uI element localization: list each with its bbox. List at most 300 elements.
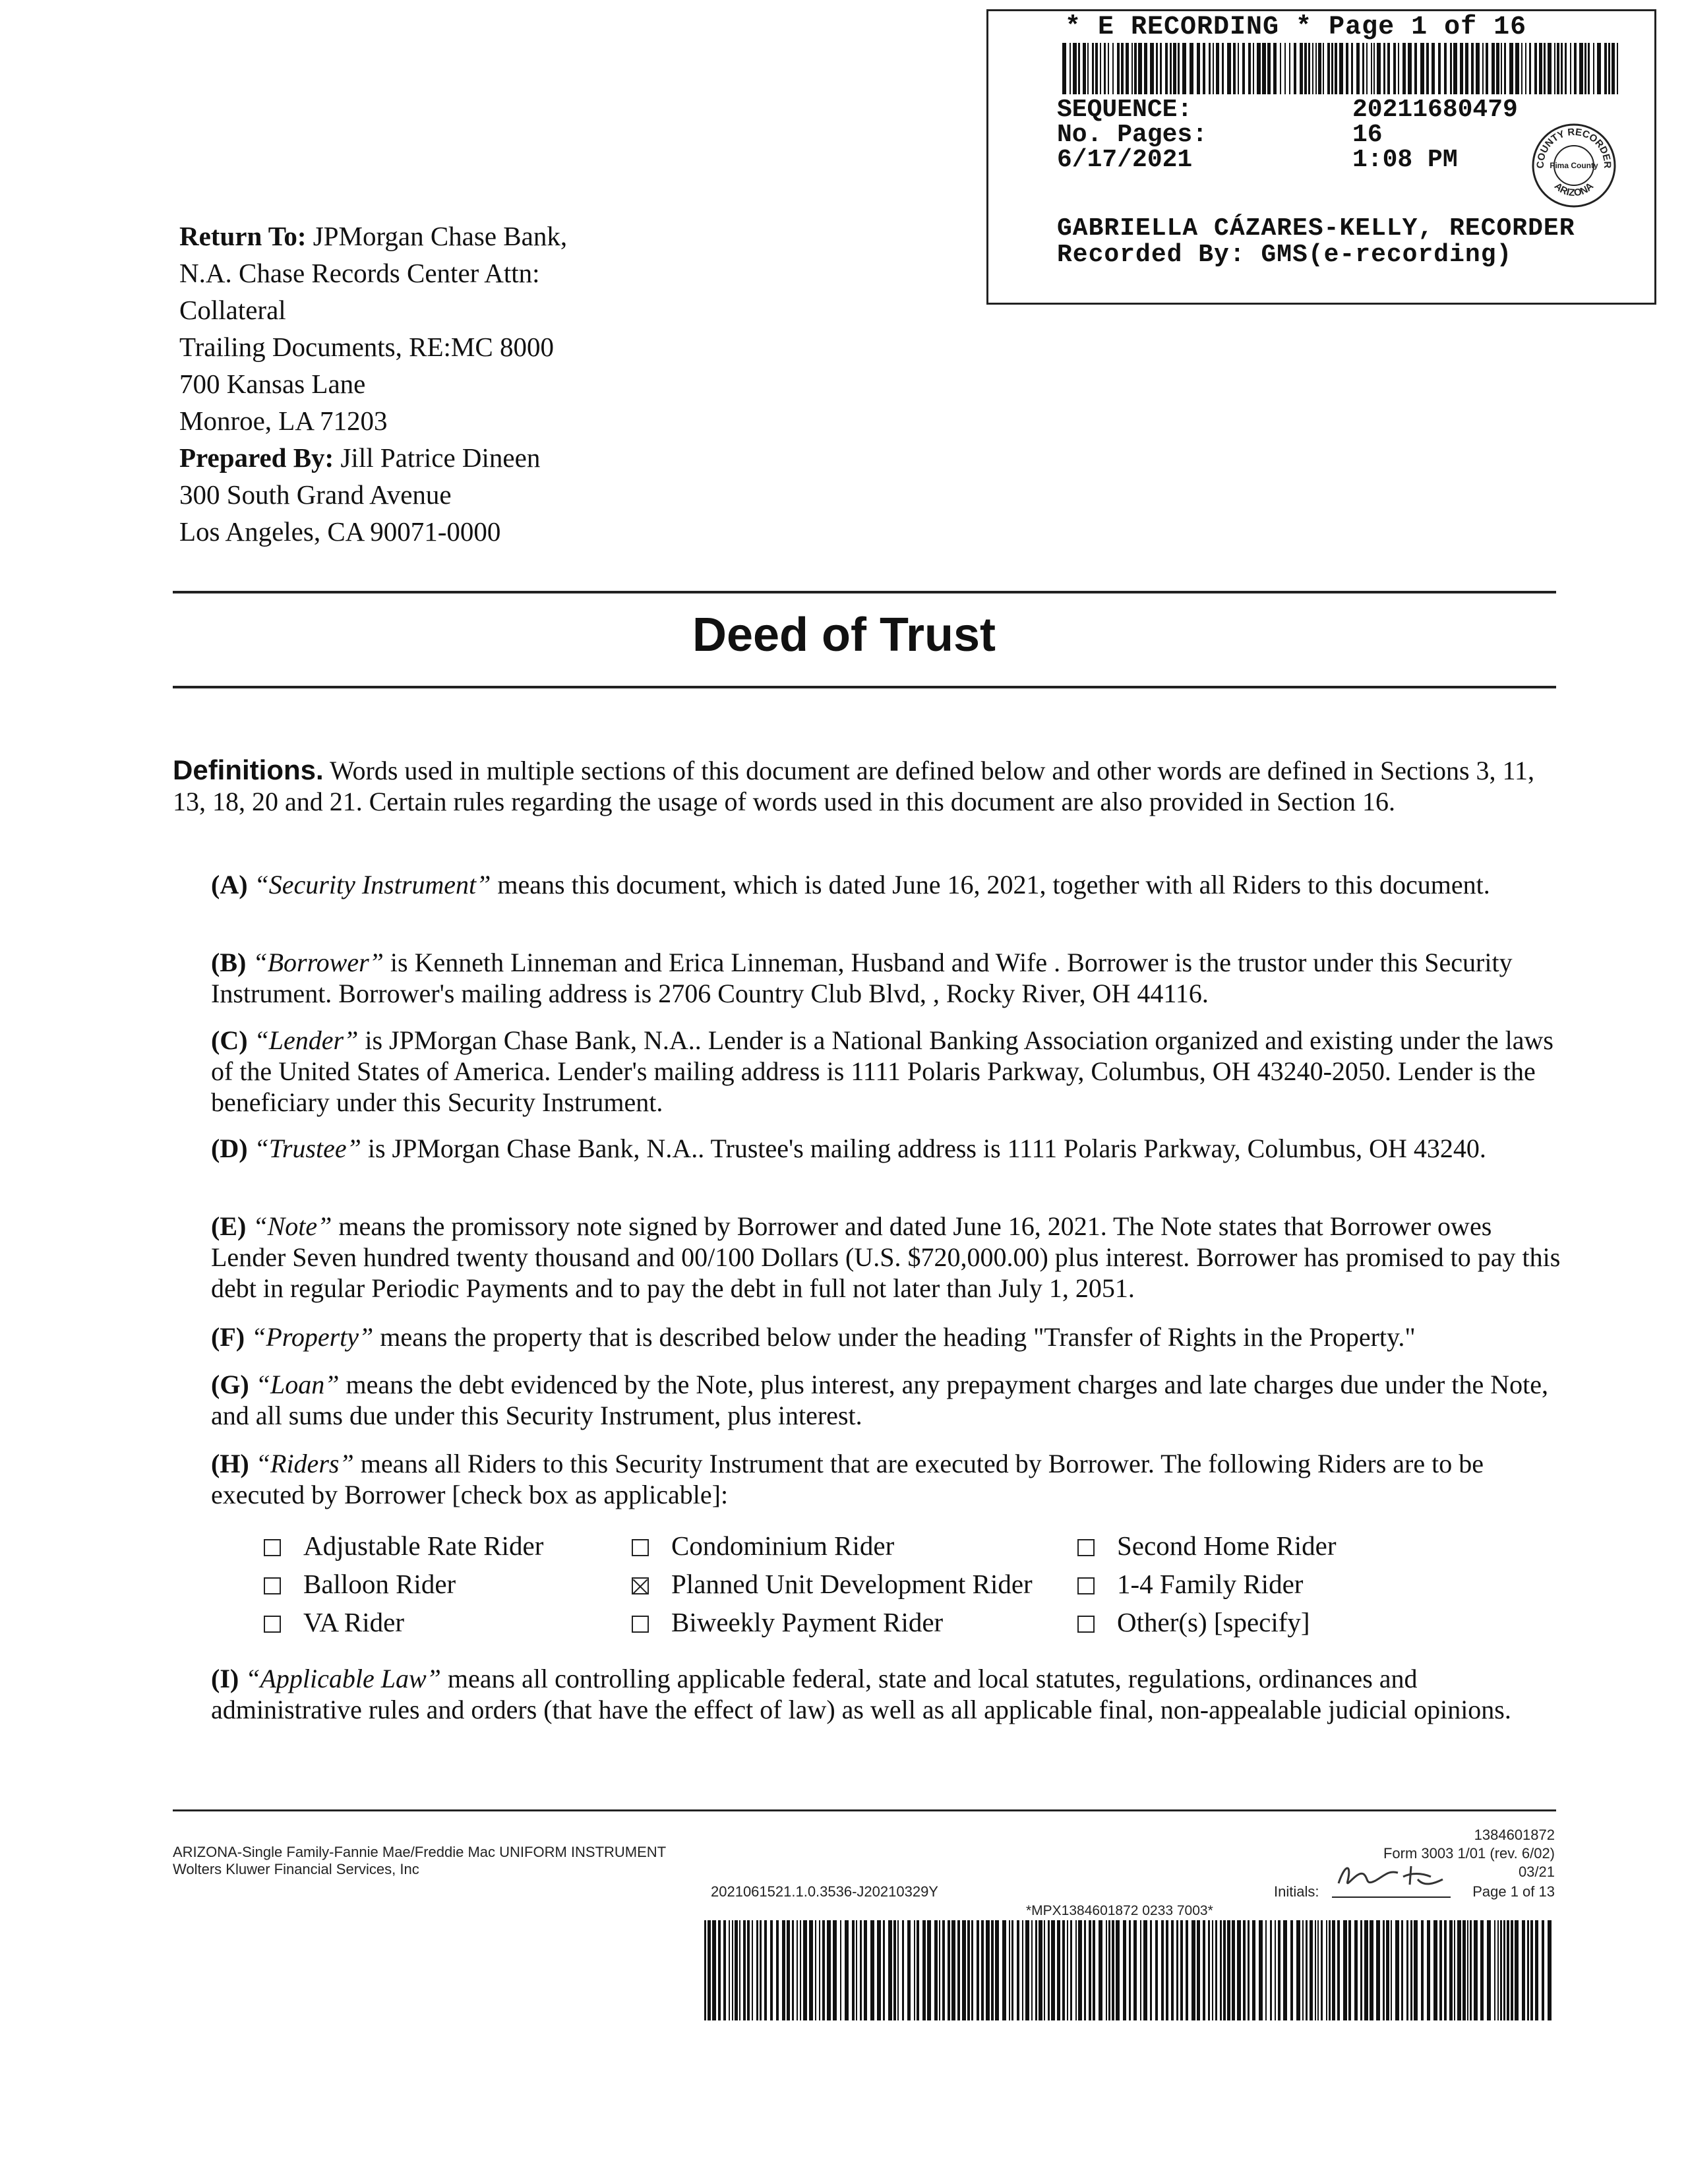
barcode-bar [1542, 1920, 1544, 2020]
barcode-bar [1238, 43, 1239, 94]
definition-term: “Riders” [255, 1449, 354, 1478]
barcode-bar [1383, 43, 1385, 94]
barcode-bar [1156, 43, 1158, 94]
barcode-bar [1233, 43, 1236, 94]
barcode-bar [1138, 43, 1142, 94]
definition-term: “Loan” [255, 1370, 340, 1399]
barcode-bar [1095, 43, 1098, 94]
barcode-bar [1373, 43, 1375, 94]
rider-1-4-family[interactable] [1077, 1568, 1303, 1600]
barcode-bar [787, 1920, 790, 2020]
barcode-bar [1108, 1920, 1110, 2020]
barcode-bar [1329, 1920, 1331, 2020]
barcode-bar [957, 1920, 960, 2020]
barcode-bar [1186, 1920, 1188, 2020]
rider-va[interactable] [264, 1606, 404, 1638]
definition-text: is Kenneth Linneman and Erica Linneman, Husband and Wife . Borrower is the trustor under this Security Instrument. Borrower's mailing address is 2706 Country Club Blvd, , Rocky River, OH 44116. [211, 948, 1513, 1008]
barcode-bar [1366, 43, 1368, 94]
barcode-bar [1535, 1920, 1538, 2020]
barcode-bar [1106, 1920, 1107, 2020]
barcode-bar [934, 1920, 938, 2020]
barcode-bar [1597, 43, 1601, 94]
barcode-bar [770, 1920, 773, 2020]
barcode-bar [1321, 1920, 1323, 2020]
barcode-bar [1527, 1920, 1529, 2020]
barcode-bar [1383, 1920, 1385, 2020]
return-to-line1: JPMorgan Chase Bank, [313, 221, 568, 251]
barcode-bar [1421, 1920, 1424, 2020]
rider-label: Other(s) [specify] [1117, 1607, 1310, 1637]
definition-f [211, 1321, 1569, 1352]
title-bottom-rule [173, 686, 1556, 688]
barcode-bar [1497, 1920, 1499, 2020]
definition-label: (F) [211, 1322, 245, 1352]
footer-publisher: Wolters Kluwer Financial Services, Inc [173, 1861, 419, 1877]
barcode-bar [704, 1920, 706, 2020]
barcode-bar [1494, 1920, 1495, 2020]
document-barcode [704, 1920, 1555, 2020]
barcode-bar [1117, 43, 1120, 94]
recorded-by: Recorded By: GMS(e-recording) [1057, 241, 1513, 269]
barcode-bar [1197, 43, 1200, 94]
pages-value: 16 [1352, 121, 1383, 149]
barcode-bar [1565, 43, 1567, 94]
barcode-bar [739, 1920, 740, 2020]
rider-biweekly-payment[interactable] [632, 1606, 943, 1638]
barcode-bar [902, 1920, 904, 2020]
barcode-bar [752, 1920, 753, 2020]
checkbox-icon[interactable] [264, 1539, 281, 1556]
barcode-bar [1335, 43, 1337, 94]
rider-other[interactable] [1077, 1606, 1310, 1638]
barcode-bar [877, 1920, 881, 2020]
barcode-bar [809, 1920, 813, 2020]
barcode-bar [897, 1920, 899, 2020]
prepared-by-block [179, 439, 540, 550]
barcode-bar [1212, 1920, 1213, 2020]
barcode-bar [1143, 1920, 1147, 2020]
barcode-bar [1089, 1920, 1091, 2020]
barcode-bar [995, 1920, 999, 2020]
barcode-bar [962, 1920, 966, 2020]
barcode-bar [1393, 43, 1396, 94]
barcode-bar [1377, 43, 1381, 94]
barcode-bar [1348, 1920, 1351, 2020]
county-recorder-seal [1530, 122, 1617, 209]
checkbox-icon[interactable] [1077, 1577, 1095, 1594]
barcode-bar [1487, 1920, 1491, 2020]
checkbox-icon[interactable] [632, 1539, 649, 1556]
barcode-bar [1126, 43, 1129, 94]
barcode-bar [1178, 43, 1180, 94]
barcode-bar [1500, 1920, 1502, 2020]
barcode-bar [1530, 1920, 1533, 2020]
barcode-bar [1471, 43, 1474, 94]
return-to-line6: Monroe, LA 71203 [179, 406, 388, 436]
barcode-bar [732, 1920, 733, 2020]
barcode-bar [1570, 43, 1571, 94]
prepared-by-line2: 300 South Grand Avenue [179, 479, 452, 510]
barcode-bar [967, 1920, 970, 2020]
definition-term: “Property” [251, 1322, 374, 1352]
barcode-bar [1280, 43, 1281, 94]
barcode-bar [1182, 43, 1186, 94]
footer-rev: 03/21 [1518, 1864, 1555, 1880]
checkbox-icon[interactable] [632, 1616, 649, 1633]
return-to-line5: 700 Kansas Lane [179, 369, 366, 399]
barcode-bar [1070, 1920, 1072, 2020]
barcode-bar [1326, 1920, 1327, 2020]
barcode-bar [1310, 1920, 1313, 2020]
definitions-heading: Definitions. [173, 754, 324, 785]
barcode-bar [708, 1920, 711, 2020]
barcode-bar [1129, 1920, 1131, 2020]
barcode-bar [1486, 43, 1488, 94]
barcode-bar [1408, 43, 1412, 94]
barcode-bar [1283, 1920, 1287, 2020]
barcode-bar [1561, 43, 1563, 94]
barcode-bar [1197, 1920, 1200, 2020]
barcode-bar [1044, 1920, 1045, 2020]
rider-condominium[interactable] [632, 1530, 894, 1562]
recording-date: 6/17/2021 [1057, 146, 1193, 174]
barcode-bar [1155, 1920, 1158, 2020]
barcode-bar [1067, 1920, 1068, 2020]
barcode-bar [1084, 1920, 1086, 2020]
barcode-bar [1108, 43, 1109, 94]
definition-text: is JPMorgan Chase Bank, N.A.. Lender is a National Banking Association organized and existing under the laws of the United States of America. Lender's mailing address is 1111 Polaris Parkway, Columbus, OH 43240-2050. Lender is the beneficiary under this Security Instrument. [211, 1025, 1553, 1117]
barcode-bar [1022, 1920, 1023, 2020]
definition-label: (C) [211, 1025, 248, 1055]
barcode-bar [1317, 1920, 1319, 2020]
barcode-bar [1465, 43, 1468, 94]
barcode-bar [914, 1920, 915, 2020]
definition-text: means all Riders to this Security Instrument that are executed by Borrower. The following Riders are to be executed by Borrower [check box as applicable]: [211, 1449, 1484, 1509]
barcode-bar [1002, 1920, 1006, 2020]
definition-text: means this document, which is dated June 16, 2021, together with all Riders to this document. [497, 870, 1490, 899]
barcode-bar [907, 1920, 911, 2020]
barcode-bar [712, 1920, 716, 2020]
barcode-bar [1612, 43, 1615, 94]
barcode-bar [1133, 1920, 1137, 2020]
barcode-bar [1439, 1920, 1442, 2020]
barcode-bar [1574, 43, 1577, 94]
barcode-bar [1078, 1920, 1082, 2020]
barcode-bar [1432, 43, 1435, 94]
barcode-bar [1273, 43, 1277, 94]
barcode-bar [1548, 1920, 1552, 2020]
barcode-bar [1278, 1920, 1281, 2020]
barcode-bar [1160, 43, 1162, 94]
barcode-bar [1454, 1920, 1455, 2020]
barcode-bar [1270, 1920, 1272, 2020]
barcode-bar [1371, 43, 1372, 94]
barcode-bar [1170, 43, 1172, 94]
barcode-bar [1232, 1920, 1235, 2020]
barcode-bar [800, 1920, 801, 2020]
barcode-bar [1306, 1920, 1308, 2020]
definition-term: “Security Instrument” [254, 870, 491, 899]
barcode-bar [1057, 1920, 1060, 2020]
recording-stamp [986, 9, 1656, 305]
barcode-bar [1112, 43, 1114, 94]
checkbox-icon[interactable] [1077, 1539, 1095, 1556]
barcode-bar [1302, 1920, 1304, 2020]
barcode-bar [1410, 1920, 1412, 2020]
return-to-line4: Trailing Documents, RE:MC 8000 [179, 332, 554, 362]
barcode-bar [1140, 1920, 1141, 2020]
barcode-bar [1100, 43, 1101, 94]
barcode-bar [942, 1920, 945, 2020]
barcode-bar [1220, 1920, 1222, 2020]
barcode-bar [1275, 1920, 1276, 2020]
barcode-bar [1300, 43, 1303, 94]
svg-text:ARIZONA [1552, 181, 1596, 199]
rider-label: VA Rider [303, 1607, 405, 1637]
barcode-bar [1062, 43, 1066, 94]
recorder-name: GABRIELLA CÁZARES-KELLY, RECORDER [1057, 214, 1575, 243]
barcode-bar [782, 1920, 785, 2020]
barcode-bar [1426, 43, 1429, 94]
barcode-bar [981, 1920, 984, 2020]
barcode-bar [1161, 1920, 1164, 2020]
definition-term: “Borrower” [253, 948, 384, 977]
rider-label: Second Home Rider [1117, 1531, 1337, 1561]
barcode-bar [1548, 43, 1552, 94]
barcode-bar [1332, 1920, 1335, 2020]
definition-text: means the property that is described below under the heading "Transfer of Rights in the Property." [380, 1322, 1416, 1352]
barcode-bar [888, 1920, 892, 2020]
stamp-barcode [1062, 43, 1623, 94]
barcode-bar [1171, 1920, 1174, 2020]
rider-label: Biweekly Payment Rider [671, 1607, 944, 1637]
barcode-bar [1474, 1920, 1478, 2020]
barcode-bar [1337, 1920, 1340, 2020]
barcode-bar [1092, 43, 1094, 94]
rider-adjustable-rate[interactable] [264, 1530, 543, 1562]
barcode-bar [1315, 43, 1317, 94]
barcode-bar [1248, 43, 1251, 94]
barcode-bar [1203, 43, 1205, 94]
barcode-bar [1579, 43, 1583, 94]
rider-label: Condominium Rider [671, 1531, 895, 1561]
barcode-bar [718, 1920, 721, 2020]
definition-term: “Lender” [254, 1025, 359, 1055]
checkbox-icon[interactable] [264, 1616, 281, 1633]
barcode-bar [1339, 43, 1343, 94]
stamp-header: * E RECORDING * Page 1 of 16 [1065, 13, 1527, 42]
definition-text: means the promissory note signed by Borrower and dated June 16, 2021. The Note states that Borrower owes Lender Seven hundred twenty thousand and 00/100 Dollars (U.S. $720,000.00) plus interest. Borrower has promised to pay this debt in regular Periodic Payments and to pay the debt in full not later than July 1, 2051. [211, 1211, 1561, 1303]
barcode-bar [776, 1920, 779, 2020]
barcode-bar [1433, 1920, 1437, 2020]
barcode-bar [1253, 43, 1254, 94]
barcode-bar [1315, 1920, 1316, 2020]
barcode-bar [792, 1920, 794, 2020]
barcode-bar [948, 1920, 950, 2020]
definition-g [211, 1369, 1569, 1431]
barcode-bar [1457, 1920, 1461, 2020]
barcode-bar [1480, 1920, 1484, 2020]
barcode-bar [1215, 1920, 1217, 2020]
barcode-bar [870, 1920, 874, 2020]
barcode-bar [1093, 1920, 1095, 2020]
barcode-bar [827, 1920, 831, 2020]
barcode-bar [1078, 43, 1080, 94]
definitions-intro-text: Words used in multiple sections of this document are defined below and other words are defined in Sections 3, 11, 13, 18, 20 and 21. Certain rules regarding the usage of words used in this document are also provided in Section 16. [173, 756, 1535, 816]
definition-text: means the debt evidenced by the Note, plus interest, any prepayment charges and late charges due under the Note, and all sums due under this Security Instrument, plus interest. [211, 1370, 1548, 1430]
prepared-by-line1: Jill Patrice Dineen [340, 442, 541, 473]
barcode-bar [1515, 1920, 1519, 2020]
initials-signature-icon [1325, 1850, 1451, 1898]
barcode-bar [1476, 43, 1480, 94]
barcode-bar [1544, 43, 1546, 94]
seal-center-text: Pima County [1550, 161, 1598, 170]
footer-rule [173, 1809, 1556, 1811]
barcode-bar [1482, 43, 1484, 94]
rider-label: 1-4 Family Rider [1117, 1569, 1304, 1599]
barcode-bar [1070, 43, 1071, 94]
barcode-bar [1031, 1920, 1033, 2020]
barcode-bar [1343, 1920, 1347, 2020]
barcode-bar [1557, 43, 1559, 94]
barcode-bar [1360, 1920, 1362, 2020]
barcode-bar [1259, 1920, 1263, 2020]
return-to-line3: Collateral [179, 295, 286, 325]
barcode-bar [845, 1920, 849, 2020]
barcode-bar [860, 1920, 862, 2020]
barcode-bar [840, 1920, 841, 2020]
barcode-bar [1223, 1920, 1226, 2020]
checkbox-icon[interactable] [264, 1577, 281, 1594]
barcode-bar [1588, 43, 1590, 94]
barcode-bar [1123, 1920, 1126, 2020]
barcode-bar [1062, 1920, 1065, 2020]
barcode-bar [1121, 43, 1124, 94]
barcode-bar [1504, 43, 1506, 94]
barcode-bar [1521, 43, 1522, 94]
barcode-bar [1176, 1920, 1178, 2020]
barcode-bar [1131, 43, 1133, 94]
return-to-line2: N.A. Chase Records Center Attn: [179, 258, 540, 288]
barcode-bar [1387, 43, 1390, 94]
rider-second-home[interactable] [1077, 1530, 1336, 1562]
recording-time: 1:08 PM [1352, 146, 1458, 174]
barcode-bar [1356, 43, 1360, 94]
barcode-bar [1190, 43, 1193, 94]
barcode-bar [951, 1920, 955, 2020]
definition-text: means all controlling applicable federal, state and local statutes, regulations, ordinances and administrative rules and orders (that have the effect of law) as well as all applicable final, non-appealable judicial opinions. [211, 1664, 1511, 1724]
footer-doc-id: 2021061521.1.0.3536-J20210329Y [711, 1883, 938, 1900]
rider-label: Balloon Rider [303, 1569, 456, 1599]
barcode-bar [1470, 1920, 1472, 2020]
seal-top-text: COUNTY RECORDER [1534, 126, 1613, 169]
barcode-text: *MPX1384601872 0233 7003* [1026, 1903, 1213, 1918]
definition-term: “Applicable Law” [245, 1664, 441, 1693]
checkbox-icon[interactable] [1077, 1616, 1095, 1633]
barcode-bar [1227, 43, 1231, 94]
barcode-bar [1242, 43, 1245, 94]
barcode-bar [1308, 43, 1310, 94]
barcode-bar [1083, 43, 1086, 94]
barcode-bar [1323, 43, 1324, 94]
barcode-bar [1166, 1920, 1168, 2020]
barcode-bar [1507, 1920, 1509, 2020]
definition-e [211, 1211, 1569, 1304]
barcode-bar [1209, 43, 1211, 94]
prepared-by-label: Prepared By: [179, 442, 334, 473]
barcode-bar [1039, 1920, 1042, 2020]
barcode-bar [1617, 43, 1618, 94]
barcode-bar [1262, 43, 1266, 94]
barcode-bar [1584, 43, 1586, 94]
barcode-bar [1134, 43, 1137, 94]
definition-term: “Note” [253, 1211, 332, 1241]
definition-b [211, 947, 1569, 1009]
prepared-by-line3: Los Angeles, CA 90071-0000 [179, 516, 501, 547]
footer-page: Page 1 of 13 [1472, 1883, 1555, 1900]
definition-label: (G) [211, 1370, 249, 1399]
barcode-bar [1370, 1920, 1373, 2020]
barcode-bar [1150, 43, 1154, 94]
rider-label: Planned Unit Development Rider [671, 1569, 1033, 1599]
barcode-bar [1267, 43, 1271, 94]
barcode-bar [1208, 1920, 1210, 2020]
barcode-bar [922, 1920, 926, 2020]
barcode-bar [852, 1920, 855, 2020]
barcode-bar [1450, 43, 1452, 94]
barcode-bar [797, 1920, 798, 2020]
barcode-bar [723, 1920, 726, 2020]
barcode-bar [1173, 43, 1176, 94]
barcode-bar [815, 1920, 816, 2020]
definition-term: “Trustee” [254, 1134, 361, 1163]
checkbox-checked-icon[interactable] [632, 1577, 649, 1594]
rider-balloon[interactable] [264, 1568, 456, 1600]
barcode-bar [1449, 1920, 1453, 2020]
barcode-bar [1351, 43, 1353, 94]
barcode-bar [764, 1920, 767, 2020]
barcode-bar [1386, 1920, 1389, 2020]
barcode-bar [1075, 1920, 1077, 2020]
barcode-bar [1180, 1920, 1183, 2020]
barcode-bar [1284, 43, 1286, 94]
barcode-bar [1492, 43, 1495, 94]
barcode-bar [1511, 1920, 1513, 2020]
definition-label: (I) [211, 1664, 239, 1693]
barcode-bar [1554, 43, 1555, 94]
barcode-bar [1539, 43, 1542, 94]
barcode-bar [986, 1920, 990, 2020]
definition-c [211, 1025, 1569, 1118]
barcode-bar [1402, 43, 1406, 94]
rider-label: Adjustable Rate Rider [303, 1531, 544, 1561]
barcode-bar [991, 1920, 994, 2020]
barcode-bar [1362, 43, 1364, 94]
footer-form: Form 3003 1/01 (rev. 6/02) [1383, 1845, 1555, 1862]
barcode-bar [1427, 1920, 1430, 2020]
definition-label: (B) [211, 948, 247, 977]
barcode-bar [1073, 43, 1077, 94]
footer-initials-label: Initials: [1274, 1883, 1319, 1900]
rider-planned-unit-development[interactable] [632, 1568, 1033, 1600]
barcode-bar [1522, 1920, 1525, 2020]
barcode-bar [1213, 43, 1214, 94]
barcode-bar [1035, 1920, 1037, 2020]
barcode-bar [1444, 43, 1447, 94]
barcode-bar [1104, 43, 1106, 94]
barcode-bar [1501, 43, 1502, 94]
barcode-bar [971, 1920, 973, 2020]
